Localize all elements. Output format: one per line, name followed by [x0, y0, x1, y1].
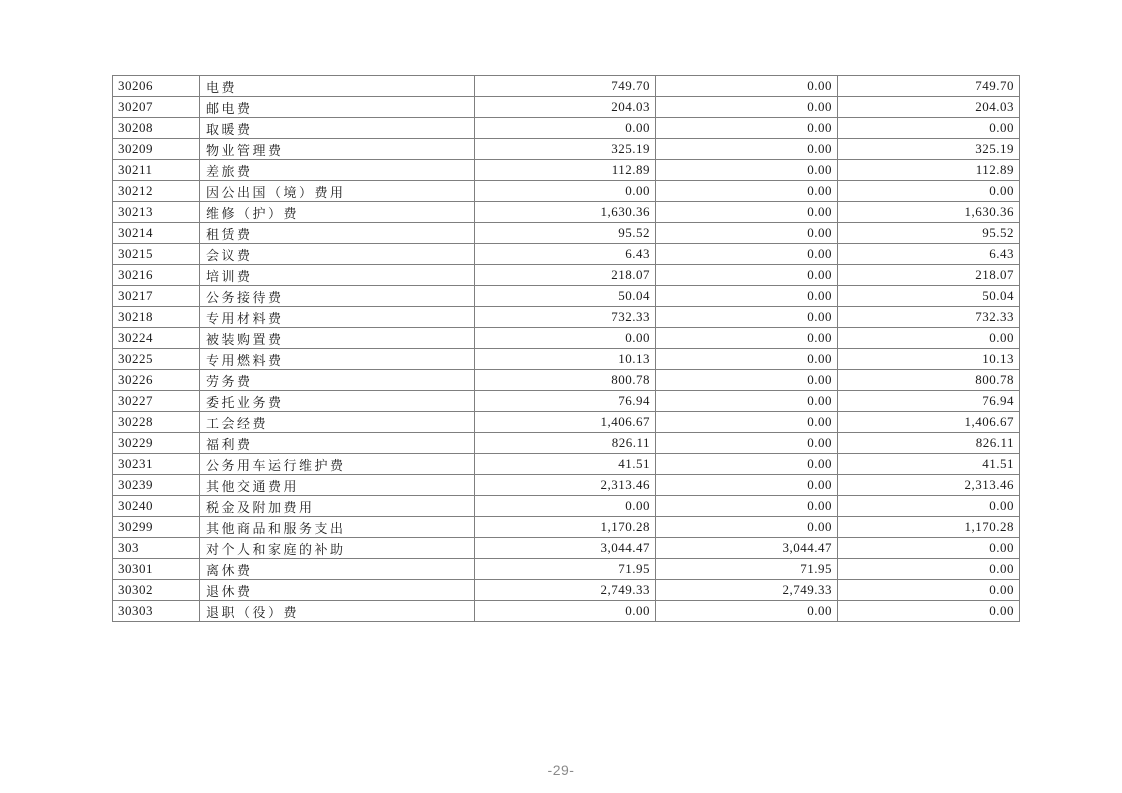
- value-cell: 749.70: [475, 76, 656, 97]
- value-cell: 71.95: [656, 559, 838, 580]
- value-cell: 800.78: [838, 370, 1020, 391]
- value-cell: 0.00: [656, 412, 838, 433]
- value-cell: 0.00: [656, 223, 838, 244]
- name-cell: 其他交通费用: [200, 475, 475, 496]
- value-cell: 2,313.46: [475, 475, 656, 496]
- value-cell: 0.00: [838, 559, 1020, 580]
- value-cell: 112.89: [475, 160, 656, 181]
- code-cell: 30217: [113, 286, 200, 307]
- code-cell: 30206: [113, 76, 200, 97]
- table-row: [113, 139, 1020, 160]
- value-cell: 0.00: [656, 118, 838, 139]
- table-row: [113, 160, 1020, 181]
- code-cell: 303: [113, 538, 200, 559]
- value-cell: 0.00: [656, 139, 838, 160]
- value-cell: 0.00: [475, 181, 656, 202]
- value-cell: 41.51: [475, 454, 656, 475]
- value-cell: 0.00: [656, 286, 838, 307]
- value-cell: 0.00: [656, 601, 838, 622]
- value-cell: 0.00: [656, 202, 838, 223]
- value-cell: 95.52: [838, 223, 1020, 244]
- code-cell: 30212: [113, 181, 200, 202]
- value-cell: 0.00: [475, 601, 656, 622]
- table-row: [113, 286, 1020, 307]
- name-cell: 税金及附加费用: [200, 496, 475, 517]
- name-cell: 被装购置费: [200, 328, 475, 349]
- code-cell: 30216: [113, 265, 200, 286]
- value-cell: 1,406.67: [838, 412, 1020, 433]
- page-number: -29-: [547, 762, 575, 778]
- value-cell: 0.00: [838, 580, 1020, 601]
- table-row: [113, 223, 1020, 244]
- code-cell: 30299: [113, 517, 200, 538]
- value-cell: 204.03: [475, 97, 656, 118]
- value-cell: 2,749.33: [656, 580, 838, 601]
- value-cell: 10.13: [838, 349, 1020, 370]
- value-cell: 6.43: [838, 244, 1020, 265]
- value-cell: 10.13: [475, 349, 656, 370]
- code-cell: 30229: [113, 433, 200, 454]
- value-cell: 2,313.46: [838, 475, 1020, 496]
- name-cell: 会议费: [200, 244, 475, 265]
- name-cell: 其他商品和服务支出: [200, 517, 475, 538]
- value-cell: 0.00: [656, 97, 838, 118]
- name-cell: 专用材料费: [200, 307, 475, 328]
- code-cell: 30214: [113, 223, 200, 244]
- code-cell: 30226: [113, 370, 200, 391]
- value-cell: 6.43: [475, 244, 656, 265]
- name-cell: 电费: [200, 76, 475, 97]
- value-cell: 76.94: [838, 391, 1020, 412]
- name-cell: 公务接待费: [200, 286, 475, 307]
- value-cell: 826.11: [838, 433, 1020, 454]
- value-cell: 2,749.33: [475, 580, 656, 601]
- value-cell: 76.94: [475, 391, 656, 412]
- value-cell: 0.00: [656, 391, 838, 412]
- name-cell: 公务用车运行维护费: [200, 454, 475, 475]
- table-row: [113, 202, 1020, 223]
- value-cell: 1,406.67: [475, 412, 656, 433]
- code-cell: 30301: [113, 559, 200, 580]
- value-cell: 0.00: [656, 244, 838, 265]
- name-cell: 因公出国（境）费用: [200, 181, 475, 202]
- code-cell: 30207: [113, 97, 200, 118]
- name-cell: 取暖费: [200, 118, 475, 139]
- name-cell: 物业管理费: [200, 139, 475, 160]
- table-row: [113, 265, 1020, 286]
- value-cell: 0.00: [656, 433, 838, 454]
- value-cell: 0.00: [656, 454, 838, 475]
- name-cell: 福利费: [200, 433, 475, 454]
- value-cell: 0.00: [838, 181, 1020, 202]
- code-cell: 30215: [113, 244, 200, 265]
- table-row: [113, 349, 1020, 370]
- value-cell: 826.11: [475, 433, 656, 454]
- value-cell: 0.00: [656, 265, 838, 286]
- value-cell: 0.00: [656, 496, 838, 517]
- table-row: [113, 328, 1020, 349]
- value-cell: 0.00: [656, 160, 838, 181]
- table-row: [113, 76, 1020, 97]
- value-cell: 3,044.47: [475, 538, 656, 559]
- value-cell: 1,630.36: [838, 202, 1020, 223]
- value-cell: 325.19: [838, 139, 1020, 160]
- code-cell: 30209: [113, 139, 200, 160]
- code-cell: 30227: [113, 391, 200, 412]
- value-cell: 325.19: [475, 139, 656, 160]
- table-row: [113, 601, 1020, 622]
- value-cell: 0.00: [656, 307, 838, 328]
- name-cell: 维修（护）费: [200, 202, 475, 223]
- value-cell: 1,170.28: [838, 517, 1020, 538]
- name-cell: 培训费: [200, 265, 475, 286]
- code-cell: 30231: [113, 454, 200, 475]
- table-row: [113, 97, 1020, 118]
- expenditure-table: [112, 75, 1020, 622]
- name-cell: 退休费: [200, 580, 475, 601]
- code-cell: 30208: [113, 118, 200, 139]
- table-row: [113, 244, 1020, 265]
- table-row: [113, 559, 1020, 580]
- name-cell: 委托业务费: [200, 391, 475, 412]
- table-row: [113, 307, 1020, 328]
- value-cell: 3,044.47: [656, 538, 838, 559]
- value-cell: 0.00: [838, 496, 1020, 517]
- value-cell: 749.70: [838, 76, 1020, 97]
- name-cell: 邮电费: [200, 97, 475, 118]
- name-cell: 离休费: [200, 559, 475, 580]
- table-row: [113, 181, 1020, 202]
- value-cell: 0.00: [838, 328, 1020, 349]
- table-row: [113, 580, 1020, 601]
- value-cell: 0.00: [656, 517, 838, 538]
- value-cell: 0.00: [656, 328, 838, 349]
- table-row: [113, 433, 1020, 454]
- value-cell: 1,630.36: [475, 202, 656, 223]
- value-cell: 0.00: [838, 538, 1020, 559]
- value-cell: 112.89: [838, 160, 1020, 181]
- value-cell: 0.00: [656, 349, 838, 370]
- value-cell: 0.00: [475, 496, 656, 517]
- value-cell: 0.00: [838, 118, 1020, 139]
- table-row: [113, 370, 1020, 391]
- code-cell: 30224: [113, 328, 200, 349]
- name-cell: 租赁费: [200, 223, 475, 244]
- table-row: [113, 517, 1020, 538]
- value-cell: 50.04: [475, 286, 656, 307]
- code-cell: 30239: [113, 475, 200, 496]
- name-cell: 专用燃料费: [200, 349, 475, 370]
- value-cell: 800.78: [475, 370, 656, 391]
- name-cell: 工会经费: [200, 412, 475, 433]
- table-row: [113, 454, 1020, 475]
- value-cell: 95.52: [475, 223, 656, 244]
- code-cell: 30228: [113, 412, 200, 433]
- table-row: [113, 496, 1020, 517]
- table-row: [113, 118, 1020, 139]
- value-cell: 732.33: [838, 307, 1020, 328]
- code-cell: 30211: [113, 160, 200, 181]
- code-cell: 30302: [113, 580, 200, 601]
- table-body: [113, 76, 1020, 622]
- value-cell: 1,170.28: [475, 517, 656, 538]
- value-cell: 732.33: [475, 307, 656, 328]
- value-cell: 0.00: [656, 76, 838, 97]
- name-cell: 劳务费: [200, 370, 475, 391]
- value-cell: 0.00: [656, 475, 838, 496]
- value-cell: 0.00: [656, 181, 838, 202]
- value-cell: 204.03: [838, 97, 1020, 118]
- value-cell: 218.07: [475, 265, 656, 286]
- value-cell: 71.95: [475, 559, 656, 580]
- value-cell: 218.07: [838, 265, 1020, 286]
- table-row: [113, 391, 1020, 412]
- code-cell: 30218: [113, 307, 200, 328]
- code-cell: 30240: [113, 496, 200, 517]
- code-cell: 30225: [113, 349, 200, 370]
- code-cell: 30213: [113, 202, 200, 223]
- table-row: [113, 412, 1020, 433]
- code-cell: 30303: [113, 601, 200, 622]
- name-cell: 差旅费: [200, 160, 475, 181]
- name-cell: 退职（役）费: [200, 601, 475, 622]
- table-row: [113, 538, 1020, 559]
- value-cell: 0.00: [656, 370, 838, 391]
- value-cell: 0.00: [838, 601, 1020, 622]
- value-cell: 41.51: [838, 454, 1020, 475]
- value-cell: 0.00: [475, 118, 656, 139]
- name-cell: 对个人和家庭的补助: [200, 538, 475, 559]
- table-row: [113, 475, 1020, 496]
- value-cell: 50.04: [838, 286, 1020, 307]
- value-cell: 0.00: [475, 328, 656, 349]
